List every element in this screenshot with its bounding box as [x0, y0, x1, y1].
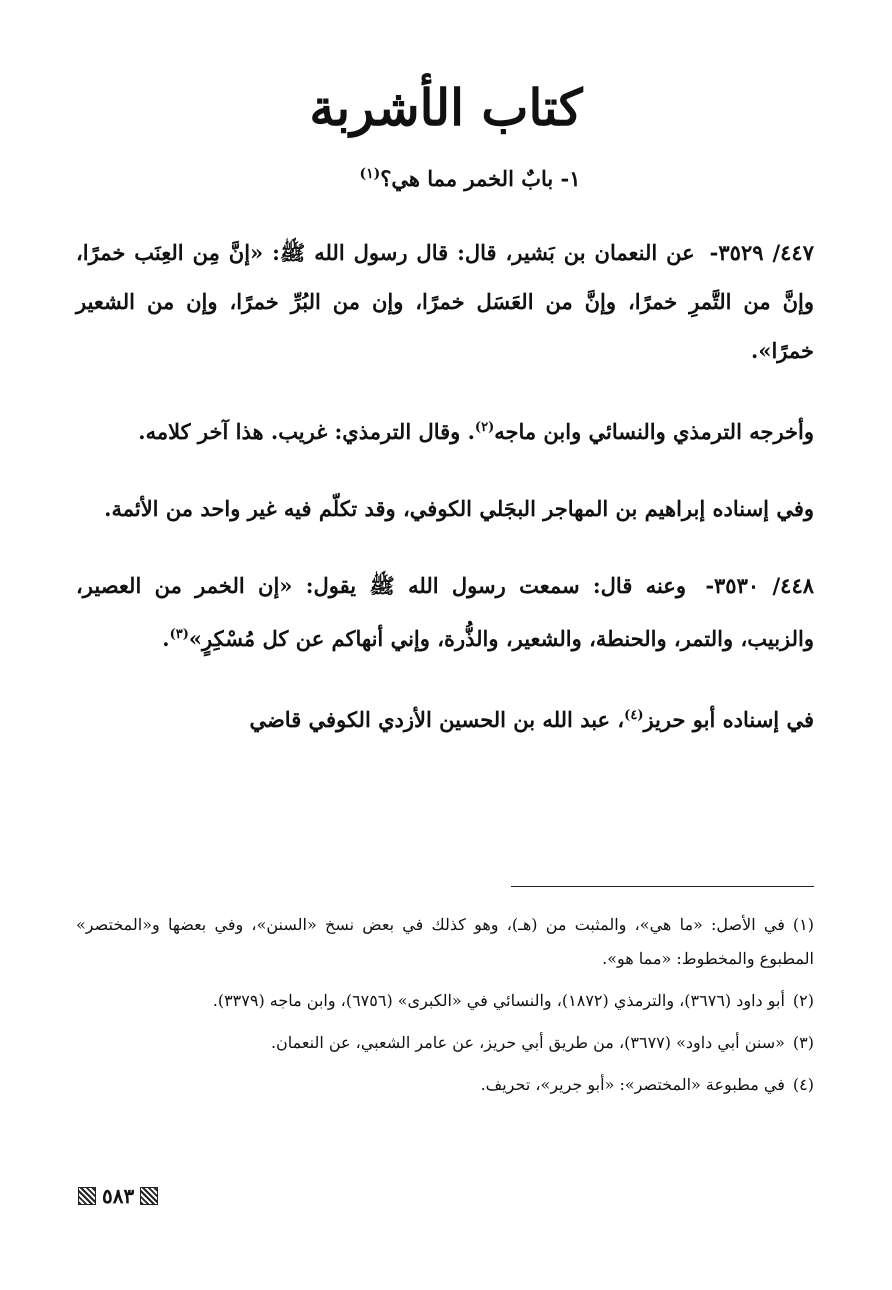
footnote-text: «سنن أبي داود» (٣٦٧٧)، من طريق أبي حريز، عن عامر الشعبي، عن النعمان.: [270, 1033, 785, 1052]
commentary-text: ، عبد الله بن الحسين الأزدي الكوفي قاضي: [249, 707, 625, 732]
footnote-text: أبو داود (٣٦٧٦)، والترمذي (١٨٧٢)، والنسائي في «الكبرى» (٦٧٥٦)، وابن ماجه (٣٣٧٩).: [212, 991, 785, 1010]
footnote: [76, 1068, 814, 1102]
footnote-ref-2: (٢): [474, 420, 495, 435]
footnotes: [76, 908, 814, 1110]
chapter-title-text: ١- بابٌ الخمر مما هي؟: [380, 166, 581, 191]
hadith-number: ٤٤٧/ ٣٥٢٩-: [709, 240, 814, 265]
hadith-number: ٤٤٨/ ٣٥٣٠-: [705, 573, 815, 598]
commentary-text: وفي إسناده إبراهيم بن المهاجر البجَلي الكوفي، وقد تكلّم فيه غير واحد من الأئمة.: [104, 496, 814, 521]
footnote: [76, 908, 814, 976]
footnote-ref-1: (١): [359, 166, 381, 182]
commentary-paragraph: [76, 691, 814, 744]
footnote-separator: [511, 886, 814, 887]
hadith-text: .: [162, 626, 170, 651]
hadith-text: عن النعمان بن بَشير، قال: قال رسول الله ﷺ: «إنَّ مِن العِنَب خمرًا، وإنَّ من التَّمرِ خمرًا، وإنَّ من العَسَل خمرًا، وإن من البُرِّ خمرًا، وإن من الشعير خمرًا».: [76, 240, 814, 363]
hadith-text: وعنه قال: سمعت رسول الله ﷺ يقول: «إن الخمر من العصير، والزبيب، والتمر، والحنطة، والشعير، والذُّرة، وإني أنهاكم عن كل مُسْكِرٍ»: [76, 573, 814, 651]
footnote-number: (٣): [792, 1033, 814, 1052]
ornament-icon: [78, 1187, 96, 1205]
ornament-icon: [140, 1187, 158, 1205]
commentary-paragraph: [76, 403, 814, 456]
commentary-text: في إسناده أبو حريز: [643, 707, 814, 732]
footnote-number: (٢): [792, 991, 814, 1010]
footnote: [76, 1026, 814, 1060]
commentary-text: وأخرجه الترمذي والنسائي وابن ماجه: [494, 419, 814, 444]
footnote-ref-4: (٤): [624, 708, 644, 723]
commentary-text: . وقال الترمذي: غريب. هذا آخر كلامه.: [138, 419, 475, 444]
main-text: [76, 228, 814, 772]
footnote-text: في الأصل: «ما هي»، والمثبت من (هـ)، وهو كذلك في بعض نسخ «السنن»، وفي بعضها و«المختصر» المطبوع والمخطوط: «مما هو».: [76, 915, 814, 968]
hadith-448: [76, 561, 814, 663]
footnote-ref-3: (٣): [169, 627, 189, 642]
page-number-block: [78, 1184, 158, 1208]
commentary-paragraph: [76, 484, 814, 533]
footnote-number: (٤): [792, 1075, 814, 1094]
footnote: [76, 984, 814, 1018]
footnote-text: في مطبوعة «المختصر»: «أبو جرير»، تحريف.: [480, 1075, 785, 1094]
chapter-title: [120, 166, 820, 191]
book-title: كتاب الأشربة: [309, 78, 583, 137]
hadith-447: [76, 228, 814, 375]
footnote-number: (١): [792, 915, 814, 934]
page-number: ٥٨٣: [102, 1184, 135, 1208]
